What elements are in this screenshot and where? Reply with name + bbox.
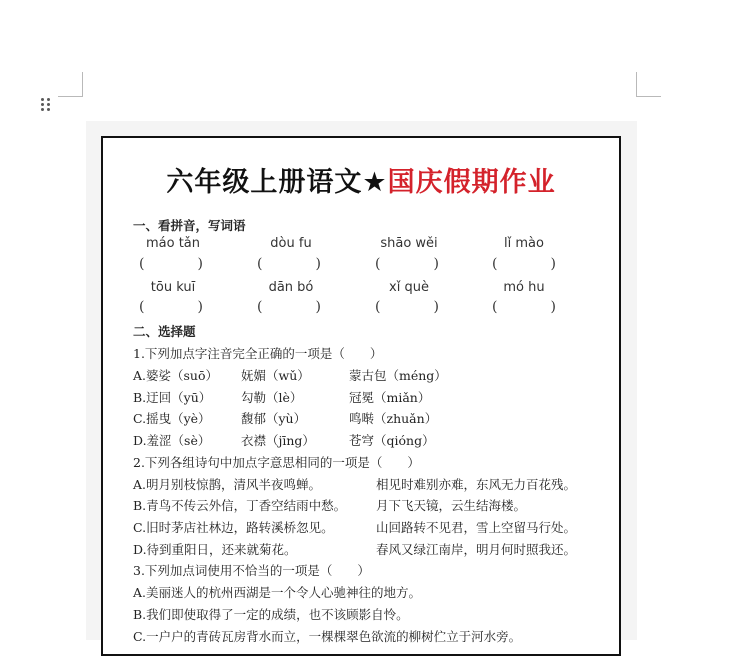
worksheet-page <box>101 136 621 656</box>
answer-blank: ( ) <box>257 299 321 315</box>
q2-option-d-1: D.待到重阳日，还来就菊花。 <box>133 542 297 557</box>
answer-blank: ( ) <box>375 299 439 315</box>
worksheet-title <box>103 160 619 199</box>
pinyin-item: xǐ què <box>389 280 429 295</box>
question-1-stem: 1.下列加点字注音完全正确的一项是（ ） <box>133 346 383 361</box>
section2-heading: 二、选择题 <box>133 324 196 339</box>
page-corner-mark-right <box>636 72 661 97</box>
q1-option-a-2: 妩媚（wǔ） <box>241 368 310 383</box>
section1-heading: 一、看拼音，写词语 <box>133 218 246 233</box>
pinyin-item: dān bó <box>268 280 314 295</box>
q1-option-c-3: 鸣啭（zhuǎn） <box>349 411 438 426</box>
q1-option-b-3: 冠冕（miǎn） <box>349 390 431 405</box>
question-2-stem: 2.下列各组诗句中加点字意思相同的一项是（ ） <box>133 455 420 470</box>
pinyin-item: mó hu <box>503 280 545 295</box>
q1-option-c-2: 馥郁（yù） <box>241 411 307 426</box>
q1-option-a-3: 蒙古包（méng） <box>349 368 447 383</box>
page-corner-mark-left <box>58 72 83 97</box>
answer-blank: ( ) <box>139 299 203 315</box>
q2-option-b-2: 月下飞天镜，云生结海楼。 <box>376 498 527 513</box>
answer-blank: ( ) <box>492 299 556 315</box>
pinyin-item: tōu kuī <box>150 280 196 295</box>
answer-blank: ( ) <box>257 256 321 272</box>
q3-option-c: C.一户户的青砖瓦房背水而立，一棵棵翠色欲流的柳树伫立于河水旁。 <box>133 629 522 644</box>
q1-option-b-2: 勾勒（lè） <box>241 390 303 405</box>
q1-option-d-3: 苍穹（qióng） <box>349 433 435 448</box>
answer-blank: ( ) <box>492 256 556 272</box>
q2-option-a-1: A.明月别枝惊鹊，清风半夜鸣蝉。 <box>133 477 322 492</box>
q1-option-c-1: C.摇曳（yè） <box>133 411 211 426</box>
q2-option-b-1: B.青鸟不传云外信，丁香空结雨中愁。 <box>133 498 347 513</box>
q3-option-b: B.我们即使取得了一定的成绩，也不该顾影自怜。 <box>133 607 409 622</box>
q1-option-a-1: A.婆娑（suō） <box>133 368 218 383</box>
q1-option-b-1: B.迂回（yū） <box>133 390 212 405</box>
q2-option-d-2: 春风又绿江南岸，明月何时照我还。 <box>376 542 577 557</box>
q1-option-d-2: 衣襟（jīng） <box>241 433 315 448</box>
question-3-stem: 3.下列加点词使用不恰当的一项是（ ） <box>133 563 370 578</box>
pinyin-item: shāo wěi <box>380 236 438 251</box>
q2-option-a-2: 相见时难别亦难，东风无力百花残。 <box>376 477 577 492</box>
q1-option-d-1: D.羞涩（sè） <box>133 433 211 448</box>
title-highlight: 国庆假期作业 <box>387 167 556 198</box>
title-main: 六年级上册语文★ <box>166 167 388 198</box>
q3-option-a: A.美丽迷人的杭州西湖是一个令人心驰神往的地方。 <box>133 585 422 600</box>
pinyin-item: lǐ mào <box>504 236 544 251</box>
pinyin-item: máo tǎn <box>145 236 201 251</box>
answer-blank: ( ) <box>139 256 203 272</box>
q2-option-c-2: 山回路转不见君，雪上空留马行处。 <box>376 520 577 535</box>
q2-option-c-1: C.旧时茅店社林边，路转溪桥忽见。 <box>133 520 334 535</box>
pinyin-item: dòu fu <box>270 236 312 251</box>
answer-blank: ( ) <box>375 256 439 272</box>
drag-handle-icon[interactable] <box>41 98 51 112</box>
